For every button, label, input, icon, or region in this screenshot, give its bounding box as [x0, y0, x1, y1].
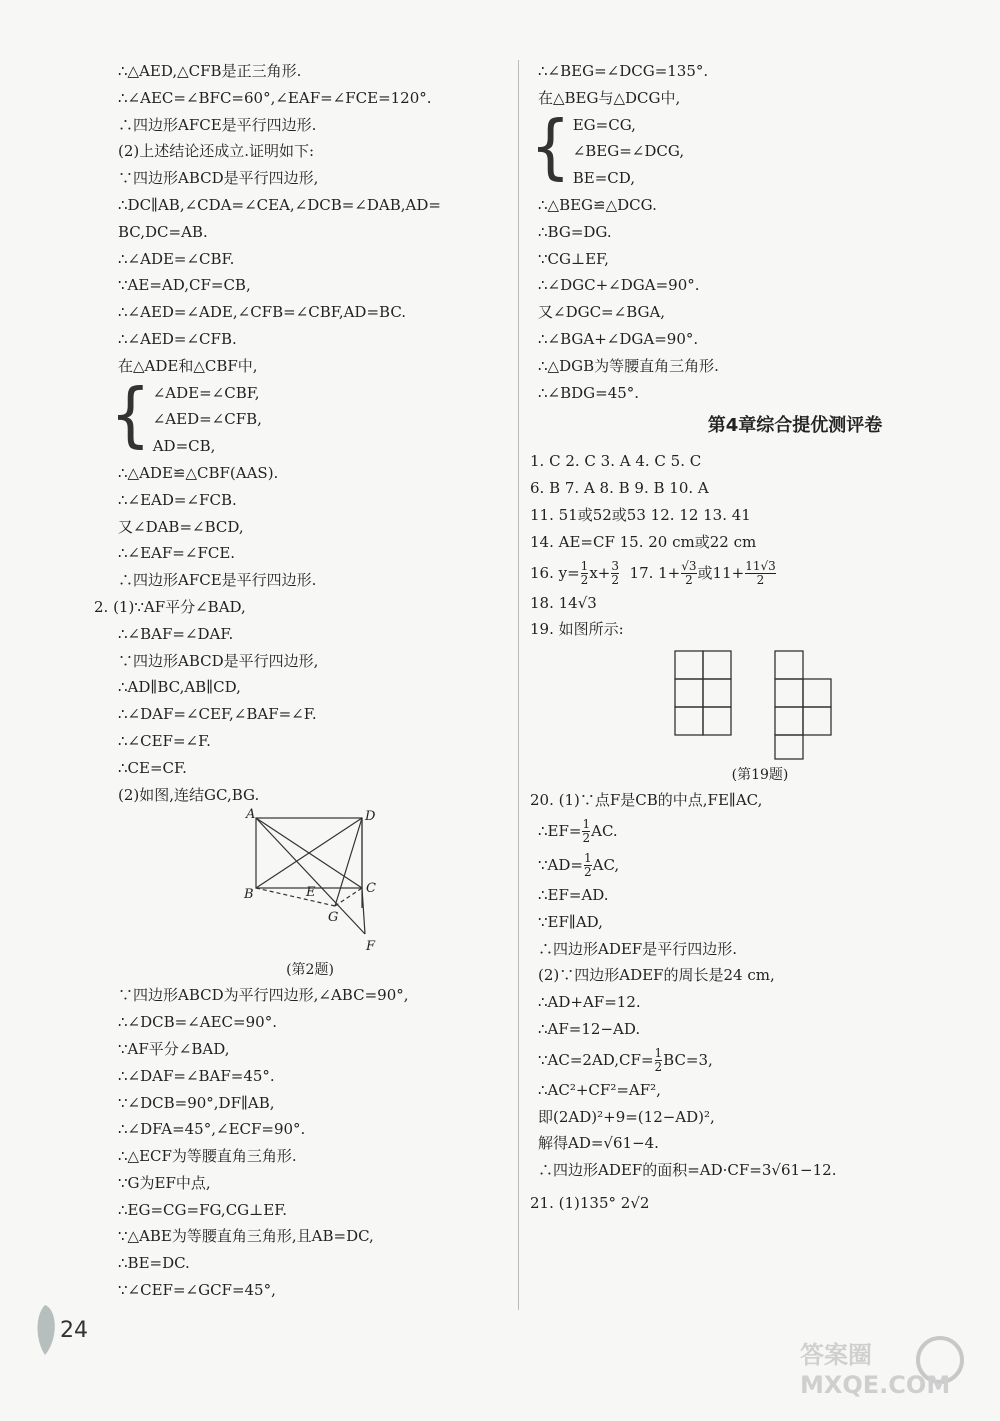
figure-caption-q19: (第19题) — [731, 767, 789, 784]
q2-line-4: ∴∠DAF=∠CEF,∠BAF=∠F. — [118, 705, 317, 724]
q2-line-5: ∴∠CEF=∠F. — [118, 731, 211, 750]
label-g: G — [328, 910, 339, 926]
left-line-4: ∵四边形ABCD是平行四边形, — [118, 169, 319, 188]
right-line2-5: ∴∠BGA+∠DGA=90°. — [538, 329, 699, 348]
frac-4-num: 11√3 — [745, 559, 776, 574]
q20f1-num: 1 — [582, 817, 591, 832]
frac-2-num: 3 — [611, 559, 619, 574]
left-line2-0: ∴△ADE≌△CBF(AAS). — [118, 463, 279, 482]
left-line2-4: ∴四边形AFCE是平行四边形. — [118, 571, 317, 590]
left-line-10: ∴∠AED=∠CFB. — [118, 329, 237, 348]
right-line2-2: ∵CG⊥EF, — [538, 249, 609, 268]
q2-line-1: ∴∠BAF=∠DAF. — [118, 624, 234, 643]
frac-3-num: √3 — [681, 559, 697, 574]
frac-3 — [681, 560, 696, 587]
answer-21: 21. (1)135° 2√2 — [530, 1193, 650, 1212]
left-line-1: ∴∠AEC=∠BFC=60°,∠EAF=∠FCE=120°. — [118, 88, 432, 107]
left-brace-line-2: AD=CB, — [152, 437, 216, 456]
figure-q2 — [110, 808, 510, 958]
q20f2-num: 1 — [583, 851, 592, 866]
left-line-6: BC,DC=AB. — [118, 222, 208, 241]
right-brace: { — [530, 106, 571, 188]
right-line2-6: ∴△DGB为等腰直角三角形. — [538, 356, 719, 375]
left-line-11: 在△ADE和△CBF中, — [118, 356, 258, 375]
q2-line-6: ∴CE=CF. — [118, 758, 187, 777]
left-line-5: ∴DC∥AB,∠CDA=∠CEA,∠DCB=∠DAB,AD= — [118, 195, 441, 214]
q20f1-post: AC. — [591, 821, 618, 840]
left-line3-2: ∵AF平分∠BAD, — [118, 1039, 230, 1058]
right-line-1: 在△BEG与△DCG中, — [538, 88, 681, 107]
answer-16-17 — [530, 556, 970, 590]
line-gc — [335, 888, 362, 906]
label-f: F — [366, 939, 376, 955]
right-brace-line-2: BE=CD, — [572, 169, 635, 188]
q20c-line-1: 即(2AD)²+9=(12−AD)², — [538, 1107, 715, 1126]
left-line-0: ∴△AED,△CFB是正三角形. — [118, 62, 302, 80]
q20f3-post: BC=3, — [663, 1050, 713, 1069]
brace-group-2 — [530, 106, 970, 192]
label-b: B — [244, 887, 254, 903]
left-line3-4: ∵∠DCB=90°,DF∥AB, — [118, 1093, 275, 1112]
q20-line-0: 20. (1)∵点F是CB的中点,FE∥AC, — [530, 791, 763, 810]
net-figure-q19 — [530, 643, 970, 763]
right-line2-3: ∴∠DGC+∠DGA=90°. — [538, 276, 700, 295]
left-line3-6: ∴△ECF为等腰直角三角形. — [118, 1147, 297, 1166]
left-brace-line-0: ∠ADE=∠CBF, — [152, 383, 260, 402]
left-line3-9: ∵△ABE为等腰直角三角形,且AB=DC, — [118, 1227, 374, 1246]
ans17-prefix: 17. 1+ — [619, 563, 681, 582]
left-line3-5: ∴∠DFA=45°,∠ECF=90°. — [118, 1120, 306, 1139]
left-column — [94, 58, 510, 1304]
figure-q19 — [530, 643, 970, 763]
q20-frac-3 — [655, 1047, 663, 1074]
line-cf — [362, 888, 365, 934]
frac-3-den: 2 — [685, 573, 693, 588]
left-line3-10: ∴BE=DC. — [118, 1254, 190, 1273]
q20-frac-1 — [582, 818, 590, 845]
q20-frac-line-3 — [530, 1043, 970, 1077]
label-c: C — [366, 881, 376, 897]
q20f3-den: 2 — [654, 1060, 663, 1075]
right-line2-4: 又∠DGC=∠BGA, — [538, 303, 666, 322]
left-line3-11: ∵∠CEF=∠GCF=45°, — [118, 1281, 276, 1300]
left-line-7: ∴∠ADE=∠CBF. — [118, 249, 235, 268]
q20-frac-2 — [584, 852, 592, 879]
right-column — [530, 58, 970, 1217]
answer-line-3: 14. AE=CF 15. 20 cm或22 cm — [530, 532, 757, 551]
q20c-line-3: ∴四边形ADEF的面积=AD·CF=3√61−12. — [538, 1161, 837, 1180]
q20-frac-line-2 — [530, 848, 970, 882]
q20f2-post: AC, — [592, 855, 620, 874]
left-brace: { — [110, 374, 151, 456]
q20-frac-line-1 — [530, 814, 970, 848]
q2-line-3: ∴AD∥BC,AB∥CD, — [118, 678, 241, 697]
left-brace-line-1: ∠AED=∠CFB, — [152, 410, 262, 429]
q20f3-num: 1 — [654, 1046, 663, 1061]
q20b-line-2: ∴四边形ADEF是平行四边形. — [538, 939, 737, 958]
line-dg — [335, 818, 362, 906]
frac-1-den: 2 — [580, 573, 589, 588]
q20c-line-2: 解得AD=√61−4. — [538, 1134, 659, 1153]
label-d: D — [365, 809, 376, 825]
geometry-figure-q2 — [110, 808, 510, 958]
frac-4-den: 2 — [756, 573, 765, 588]
left-line-3: (2)上述结论还成立.证明如下: — [118, 142, 315, 161]
left-line-9: ∴∠AED=∠ADE,∠CFB=∠CBF,AD=BC. — [118, 303, 407, 322]
frac-2-den: 2 — [611, 573, 619, 588]
column-divider — [518, 60, 519, 1310]
q2-line-0: 2. (1)∵AF平分∠BAD, — [94, 597, 246, 616]
left-line3-8: ∴EG=CG=FG,CG⊥EF. — [118, 1200, 288, 1219]
ans17-or: 或11+ — [697, 563, 745, 582]
q20b-line-1: ∵EF∥AD, — [538, 912, 603, 931]
watermark-text: 答案圈 MXQE.COM — [800, 1341, 951, 1399]
left-line3-1: ∴∠DCB=∠AEC=90°. — [118, 1013, 277, 1032]
watermark — [780, 1330, 980, 1410]
line-bg — [256, 888, 335, 906]
frac-4 — [745, 560, 776, 587]
q20b-line-3: (2)∵四边形ADEF的周长是24 cm, — [538, 966, 775, 985]
figure-caption-q2: (第2题) — [286, 962, 334, 979]
left-line-2: ∴四边形AFCE是平行四边形. — [118, 115, 317, 134]
left-line3-7: ∵G为EF中点, — [118, 1173, 211, 1192]
left-line2-2: 又∠DAB=∠BCD, — [118, 517, 244, 536]
q20b-line-5: ∴AF=12−AD. — [538, 1019, 641, 1038]
answer-line-0: 1. C 2. C 3. A 4. C 5. C — [530, 452, 702, 471]
dolphin-mascot-icon — [30, 1300, 60, 1360]
frac-2 — [611, 560, 619, 587]
section-heading: 第4章综合提优测评卷 — [707, 415, 883, 437]
left-line-8: ∵AE=AD,CF=CB, — [118, 276, 251, 295]
right-line-0: ∴∠BEG=∠DCG=135°. — [538, 62, 709, 80]
right-line2-0: ∴△BEG≌△DCG. — [538, 195, 657, 214]
q20c-line-0: ∴AC²+CF²=AF², — [538, 1080, 661, 1099]
answer-line-1: 6. B 7. A 8. B 9. B 10. A — [530, 479, 709, 498]
frac-1 — [581, 560, 589, 587]
right-brace-line-0: EG=CG, — [572, 115, 636, 134]
q20b-line-0: ∴EF=AD. — [538, 885, 609, 904]
answer-18: 18. 14√3 — [530, 593, 597, 612]
right-line2-1: ∴BG=DG. — [538, 222, 612, 241]
left-line3-0: ∵四边形ABCD为平行四边形,∠ABC=90°, — [118, 986, 409, 1005]
q20f1-den: 2 — [582, 831, 591, 846]
ans16-prefix: 16. y= — [530, 563, 580, 582]
brace-group-1 — [110, 374, 510, 460]
ans16-mid: x+ — [589, 563, 611, 582]
right-line2-7: ∴∠BDG=45°. — [538, 383, 640, 402]
answer-line-2: 11. 51或52或53 12. 12 13. 41 — [530, 505, 751, 524]
q20f2-pre: ∵AD= — [538, 855, 583, 874]
q20b-line-4: ∴AD+AF=12. — [538, 993, 641, 1012]
q20f2-den: 2 — [583, 865, 592, 880]
label-a: A — [246, 808, 256, 823]
page-number: 24 — [60, 1318, 88, 1343]
q20f3-pre: ∵AC=2AD,CF= — [538, 1050, 654, 1069]
line-af — [256, 818, 365, 934]
answer-19: 19. 如图所示: — [530, 620, 624, 639]
q2-line-2: ∵四边形ABCD是平行四边形, — [118, 651, 319, 670]
q20f1-pre: ∴EF= — [538, 821, 582, 840]
left-line2-3: ∴∠EAF=∠FCE. — [118, 544, 236, 563]
left-line2-1: ∴∠EAD=∠FCB. — [118, 490, 237, 509]
q2-line-7: (2)如图,连结GC,BG. — [118, 785, 260, 804]
left-line3-3: ∴∠DAF=∠BAF=45°. — [118, 1066, 275, 1085]
right-brace-line-1: ∠BEG=∠DCG, — [572, 142, 685, 161]
frac-1-num: 1 — [580, 559, 589, 574]
label-e: E — [306, 885, 316, 901]
